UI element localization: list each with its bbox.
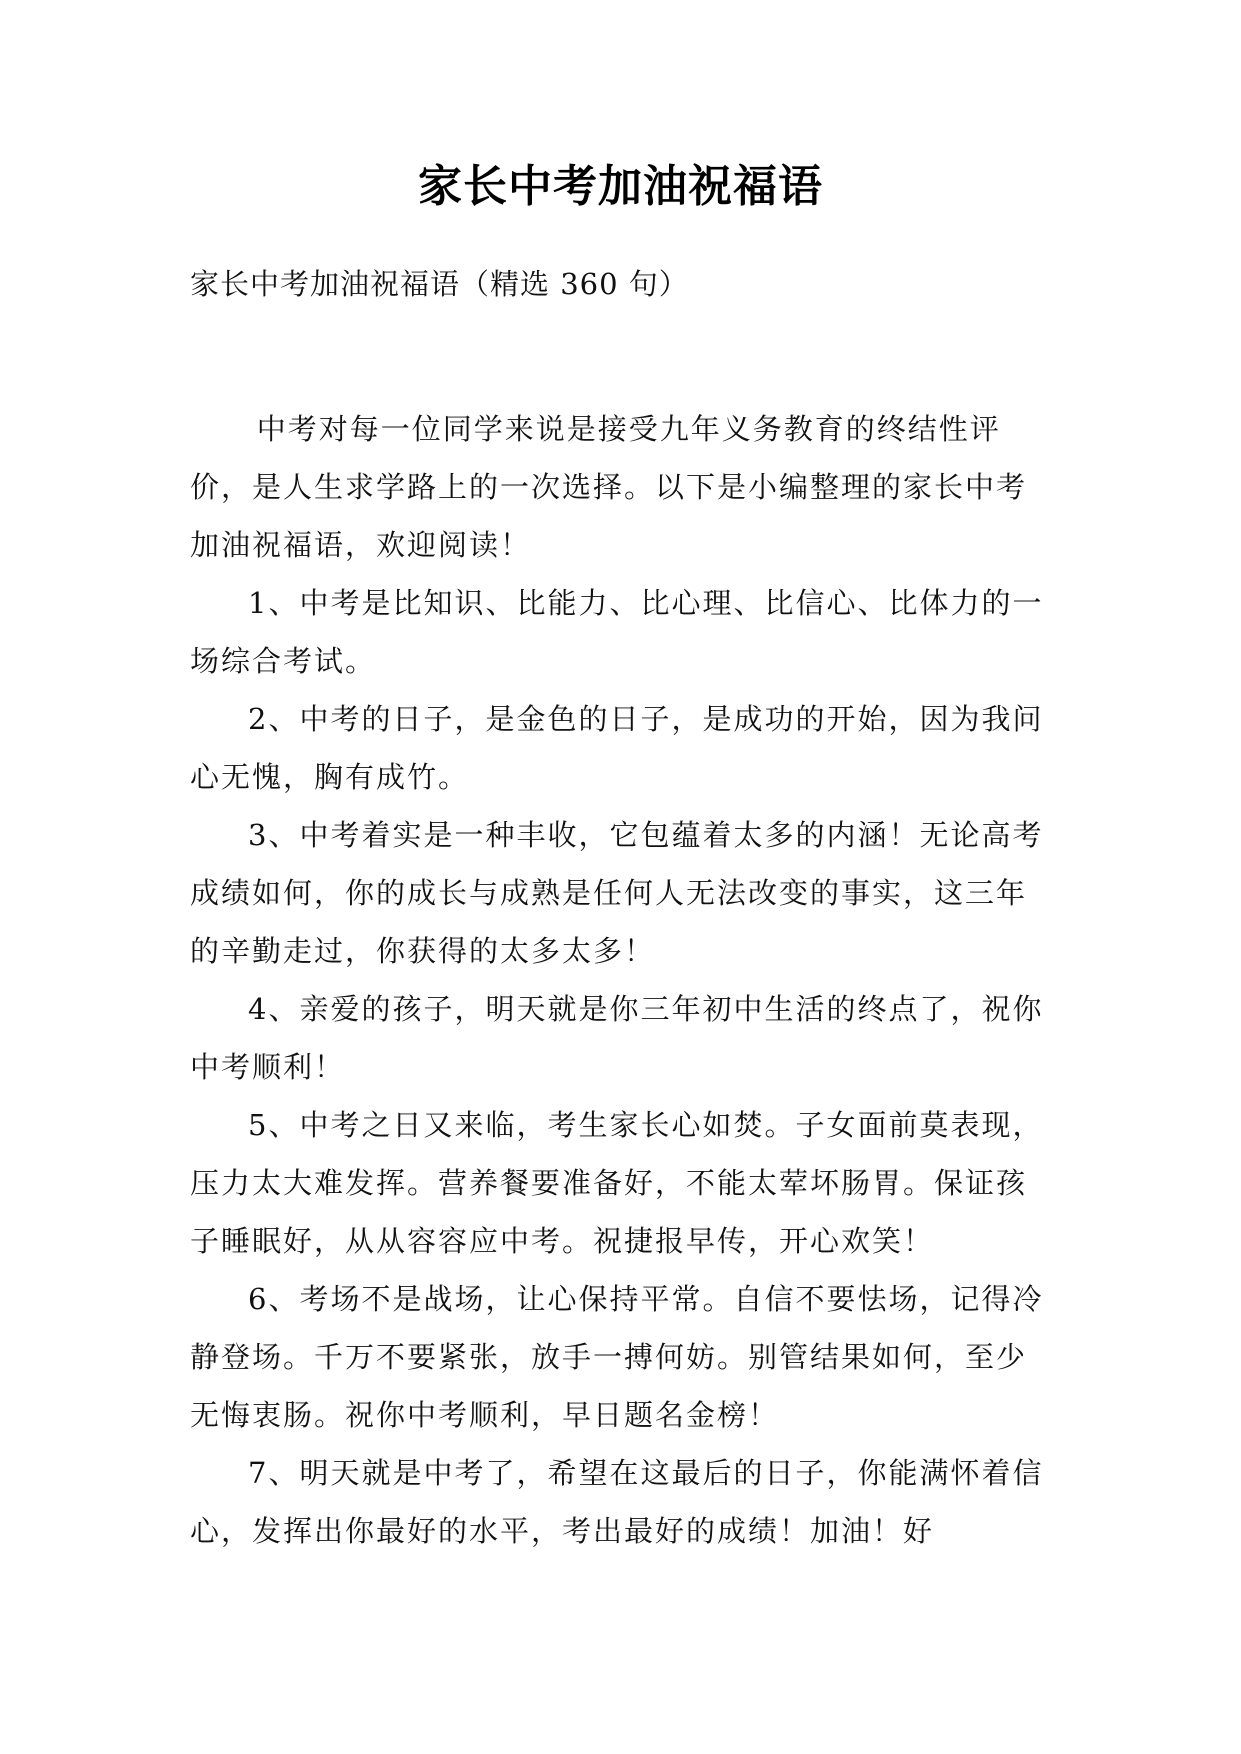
document-body: [190, 400, 1050, 1560]
document-title: 家长中考加油祝福语: [418, 161, 823, 212]
wish-paragraph-4: 4、亲爱的孩子，明天就是你三年初中生活的终点了，祝你中考顺利！: [190, 992, 1044, 1084]
intro-paragraph: 中考对每一位同学来说是接受九年义务教育的终结性评价，是人生求学路上的一次选择。以下是小编整理的家长中考加油祝福语，欢迎阅读！: [190, 412, 1028, 562]
wish-paragraph-3: 3、中考着实是一种丰收，它包蕴着太多的内涵！无论高考成绩如何，你的成长与成熟是任何人无法改变的事实，这三年的辛勤走过，你获得的太多太多！: [190, 818, 1044, 968]
wish-paragraph-7: 7、明天就是中考了，希望在这最后的日子，你能满怀着信心，发挥出你最好的水平，考出最好的成绩！加油！好: [190, 1456, 1044, 1548]
wish-paragraph-1: 1、中考是比知识、比能力、比心理、比信心、比体力的一场综合考试。: [190, 586, 1044, 678]
document-subtitle: 家长中考加油祝福语（精选 360 句）: [190, 267, 689, 301]
wish-paragraph-5: 5、中考之日又来临，考生家长心如焚。子女面前莫表现，压力太大难发挥。营养餐要准备好，不能太荤坏肠胃。保证孩子睡眠好，从从容容应中考。祝捷报早传，开心欢笑！: [190, 1108, 1044, 1258]
wish-paragraph-2: 2、中考的日子，是金色的日子，是成功的开始，因为我问心无愧，胸有成竹。: [190, 702, 1044, 794]
wish-paragraph-6: 6、考场不是战场，让心保持平常。自信不要怯场，记得冷静登场。千万不要紧张，放手一搏何妨。别管结果如何，至少无悔衷肠。祝你中考顺利，早日题名金榜！: [190, 1282, 1044, 1432]
